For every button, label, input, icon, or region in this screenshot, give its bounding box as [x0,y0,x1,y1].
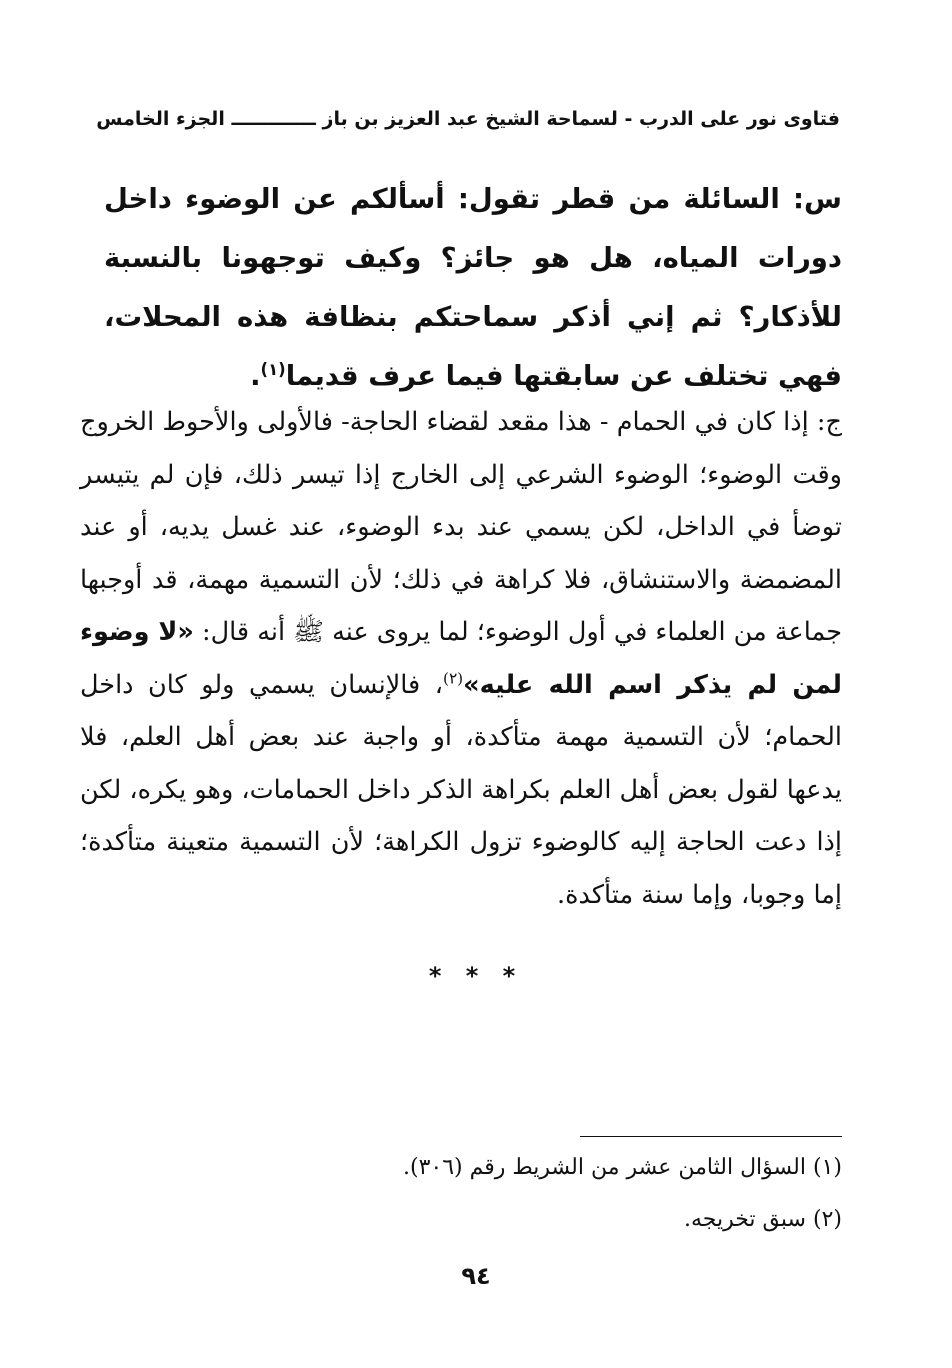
footnote-text: السؤال الثامن عشر من الشريط رقم (٣٠٦). [403,1155,806,1180]
header-volume: الجزء الخامس [96,108,225,130]
question-paragraph [104,170,842,406]
header-separator: ـــــــــــــ [231,108,316,130]
footnote-item [110,1194,842,1246]
footnote-marker: (٢) [812,1207,842,1232]
answer-paragraph [80,396,842,921]
running-header [80,104,840,134]
footnote-item [110,1142,842,1194]
question-footnote-ref[interactable]: (١) [260,359,286,379]
footnote-text: سبق تخريجه. [683,1207,806,1232]
section-separator-stars: * * * [428,962,524,990]
answer-footnote-ref[interactable]: (٢) [442,669,464,687]
question-prefix: س: [793,183,842,215]
hadith-quote: «لا وضوء لمن لم يذكر اسم الله عليه» [80,617,842,700]
footnote-marker: (١) [812,1155,842,1180]
question-end: . [250,360,261,392]
question-text: السائلة من قطر تقول: أسألكم عن الوضوء داخل دورات المياه، هل هو جائز؟ وكيف توجهونا بالنسبة للأذكار؟ ثم إني أذكر سماحتكم بنظافة هذه المحلات، فهي تختلف عن سابقتها فيما عرف قديما [104,183,842,392]
header-book-title: فتاوى نور على الدرب - لسماحة الشيخ عبد العزيز بن باز [322,108,840,130]
answer-text-after-quote: ، فالإنسان يسمي ولو كان داخل الحمام؛ لأن التسمية مهمة متأكدة، أو واجبة عند بعض أهل العلم، فلا يدعها لقول بعض أهل العلم بكراهة الذكر داخل الحمامات، وهو يكره، لكن إذا دعت الحاجة إليه كالوضوء تزول الكراهة؛ لأن التسمية متعينة متأكدة؛ إما وجوبا، وإما سنة متأكدة. [80,669,842,910]
answer-prefix: ج: [816,407,842,437]
answer-text-before-quote: إذا كان في الحمام - هذا مقعد لقضاء الحاجة- فالأولى والأحوط الخروج وقت الوضوء؛ الوضوء الشرعي إلى الخارج إذا تيسر ذلك، فإن لم يتيسر توضأ في الداخل، لكن يسمي عند بدء الوضوء، عند غسل يديه، أو عند المضمضة والاستنشاق، فلا كراهة في ذلك؛ لأن التسمية مهمة، قد أوجبها جماعة من العلماء في أول الوضوء؛ لما يروى عنه ﷺ أنه قال: [80,407,842,647]
footnote-divider [580,1136,842,1137]
page-number: ٩٤ [461,1262,491,1290]
footnotes [110,1142,842,1246]
